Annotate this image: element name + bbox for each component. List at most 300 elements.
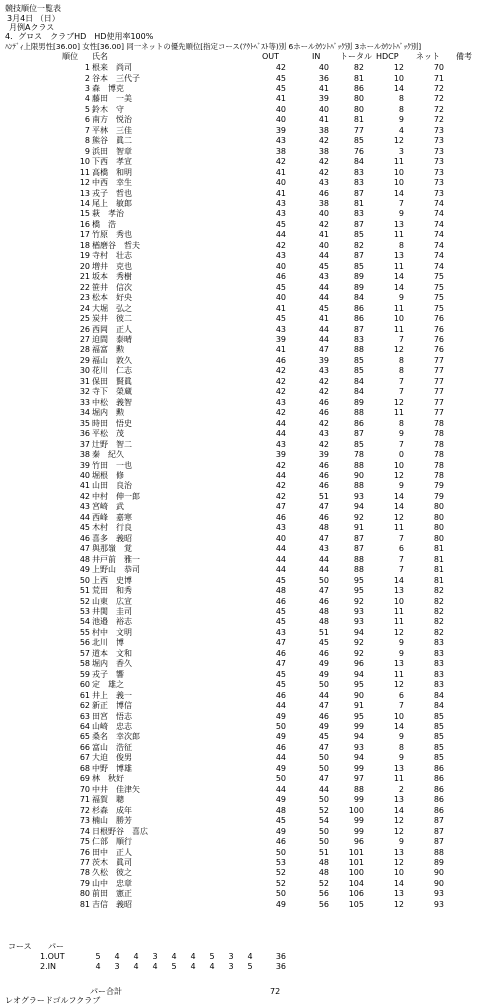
table-row [0, 806, 494, 816]
rank-cell: 76 [79, 847, 90, 857]
handicap-rule: ﾊﾝﾃﾞｨ上限男性[36.00] 女性[36.00] 同一ネットの優先順位[指定コース(ｱｳﾄﾍﾞｽﾄ等)別 6ホールｶｳﾝﾄﾊﾞｯｸ別 3ホールｶｳﾝﾄﾊﾞｯｸ別] [5, 42, 422, 51]
in-score-cell: 46 [318, 188, 329, 198]
rank-cell: 33 [79, 397, 90, 407]
out-score-cell: 50 [275, 722, 286, 731]
net-score-cell: 87 [433, 826, 444, 836]
total-score-cell: 100 [348, 805, 364, 815]
table-row [0, 157, 494, 167]
table-row [0, 868, 494, 878]
rank-cell: 70 [79, 784, 90, 794]
out-score-cell: 42 [275, 63, 286, 72]
rank-cell: 5 [84, 104, 90, 114]
in-score-cell: 44 [318, 554, 329, 564]
table-row [0, 889, 494, 899]
net-score-cell: 72 [433, 104, 444, 114]
name-cell: 森 博克 [92, 83, 124, 93]
name-cell: 堀根 修 [92, 470, 124, 480]
rank-cell: 15 [79, 209, 90, 219]
total-score-cell: 95 [353, 680, 364, 690]
net-score-cell: 78 [433, 418, 444, 428]
table-row [0, 419, 494, 429]
hdcp-cell: 7 [398, 565, 404, 575]
in-score-cell: 42 [318, 376, 329, 386]
table-row [0, 701, 494, 711]
hdcp-cell: 7 [398, 439, 404, 449]
in-score-cell: 42 [318, 219, 329, 229]
total-score-cell: 84 [353, 157, 364, 167]
total-score-cell: 93 [353, 491, 364, 501]
net-score-cell: 83 [433, 638, 444, 648]
in-score-cell: 44 [318, 335, 329, 344]
name-cell: 上西 史博 [92, 575, 132, 585]
table-row [0, 262, 494, 272]
out-score-cell: 45 [275, 680, 286, 690]
hdcp-cell: 14 [393, 282, 404, 292]
in-score-cell: 48 [318, 617, 329, 627]
table-row [0, 293, 494, 303]
net-score-cell: 85 [433, 742, 444, 752]
hdcp-cell: 9 [398, 115, 404, 125]
rank-cell: 35 [79, 418, 90, 428]
total-score-cell: 85 [353, 366, 364, 376]
in-score-cell: 46 [318, 397, 329, 407]
name-cell: 富山 浩征 [92, 742, 132, 752]
total-score-cell: 92 [353, 512, 364, 522]
out-score-cell: 42 [275, 491, 286, 501]
net-score-cell: 79 [433, 491, 444, 501]
rank-cell: 47 [79, 544, 90, 554]
rank-cell: 62 [79, 701, 90, 711]
total-score-cell: 88 [353, 460, 364, 470]
out-score-cell: 41 [275, 345, 286, 355]
in-score-cell: 43 [318, 544, 329, 554]
table-row [0, 879, 494, 889]
table-row [0, 178, 494, 188]
in-score-cell: 41 [318, 115, 329, 125]
par-course-label: 2.IN [40, 962, 56, 971]
out-score-cell: 44 [275, 544, 286, 554]
rank-cell: 20 [79, 261, 90, 271]
out-score-cell: 40 [275, 115, 286, 125]
out-score-cell: 45 [275, 73, 286, 83]
total-score-cell: 84 [353, 293, 364, 303]
net-score-cell: 80 [433, 512, 444, 522]
table-row [0, 147, 494, 157]
hdcp-cell: 11 [393, 669, 404, 679]
in-score-cell: 50 [318, 837, 329, 846]
hdcp-cell: 7 [398, 554, 404, 564]
out-score-cell: 48 [275, 586, 286, 595]
hdcp-cell: 6 [398, 544, 404, 554]
table-row [0, 241, 494, 251]
table-row [0, 230, 494, 240]
out-score-cell: 44 [275, 565, 286, 575]
out-score-cell: 44 [275, 701, 286, 711]
name-cell: 熊谷 眞二 [92, 136, 132, 146]
out-score-cell: 49 [275, 732, 286, 742]
name-cell: 北川 博 [92, 638, 124, 648]
par-hole-value: 3 [152, 952, 158, 961]
net-score-cell: 72 [433, 94, 444, 104]
net-score-cell: 77 [433, 376, 444, 386]
name-cell: 定 雄之 [92, 680, 124, 690]
net-score-cell: 93 [433, 889, 444, 899]
in-score-cell: 48 [318, 606, 329, 616]
hdcp-cell: 12 [393, 470, 404, 480]
total-score-cell: 86 [353, 303, 364, 313]
name-cell: 大堀 弘之 [92, 303, 132, 313]
table-row [0, 785, 494, 795]
table-row [0, 199, 494, 209]
in-score-cell: 38 [318, 199, 329, 208]
rank-cell: 22 [79, 282, 90, 292]
rank-cell: 73 [79, 816, 90, 826]
in-score-cell: 50 [318, 753, 329, 763]
in-score-cell: 42 [318, 439, 329, 449]
rank-cell: 50 [79, 575, 90, 585]
par-hole-value: 4 [133, 952, 139, 961]
par-hole-value: 4 [190, 962, 196, 971]
in-score-cell: 56 [318, 899, 329, 909]
par-hole-value: 4 [95, 962, 101, 971]
out-score-cell: 41 [275, 94, 286, 104]
in-score-cell: 36 [318, 73, 329, 83]
hdcp-cell: 8 [398, 366, 404, 376]
out-score-cell: 39 [275, 125, 286, 135]
net-score-cell: 82 [433, 627, 444, 637]
out-score-cell: 42 [275, 387, 286, 397]
rank-cell: 66 [79, 742, 90, 752]
name-cell: 坂本 秀樹 [92, 272, 132, 282]
par-grand-total: 72 [270, 987, 281, 996]
total-score-cell: 81 [353, 199, 364, 208]
rank-cell: 17 [79, 230, 90, 240]
rank-cell: 31 [79, 376, 90, 386]
table-row [0, 544, 494, 554]
rank-cell: 8 [84, 136, 90, 146]
net-score-cell: 73 [433, 125, 444, 135]
out-score-cell: 44 [275, 554, 286, 564]
hdcp-cell: 9 [398, 837, 404, 846]
name-cell: 中井 佳津矢 [92, 784, 140, 794]
in-score-cell: 40 [318, 240, 329, 250]
total-score-cell: 85 [353, 136, 364, 146]
in-score-cell: 50 [318, 826, 329, 836]
in-score-cell: 44 [318, 565, 329, 575]
total-score-cell: 88 [353, 408, 364, 418]
hdcp-cell: 9 [398, 753, 404, 763]
in-score-cell: 40 [318, 209, 329, 219]
out-score-cell: 44 [275, 753, 286, 763]
out-score-cell: 47 [275, 502, 286, 512]
hdcp-cell: 7 [398, 701, 404, 711]
hdcp-cell: 12 [393, 136, 404, 146]
net-score-cell: 74 [433, 219, 444, 229]
table-row [0, 74, 494, 84]
out-score-cell: 46 [275, 596, 286, 606]
out-score-cell: 47 [275, 638, 286, 648]
in-score-cell: 56 [318, 889, 329, 899]
name-cell: 下西 孝宣 [92, 157, 132, 167]
table-row [0, 617, 494, 627]
rank-cell: 72 [79, 805, 90, 815]
out-score-cell: 41 [275, 167, 286, 177]
name-cell: 荒田 和秀 [92, 586, 132, 595]
out-score-cell: 45 [275, 816, 286, 826]
table-row [0, 900, 494, 910]
name-cell: 宮崎 武 [92, 502, 124, 512]
par-hole-value: 5 [171, 962, 177, 971]
total-score-cell: 78 [353, 450, 364, 459]
rank-cell: 26 [79, 324, 90, 334]
col-hdcp: HDCP [376, 52, 399, 61]
table-row [0, 523, 494, 533]
out-score-cell: 43 [275, 439, 286, 449]
table-row [0, 576, 494, 586]
out-score-cell: 40 [275, 178, 286, 188]
in-score-cell: 46 [318, 512, 329, 522]
in-score-cell: 47 [318, 701, 329, 711]
out-score-cell: 43 [275, 523, 286, 533]
name-cell: 上野山 恭司 [92, 565, 140, 575]
name-cell: 吉信 義昭 [92, 899, 132, 909]
table-row [0, 732, 494, 742]
rank-cell: 60 [79, 680, 90, 690]
hdcp-cell: 8 [398, 240, 404, 250]
in-score-cell: 51 [318, 847, 329, 857]
rank-cell: 54 [79, 617, 90, 627]
table-row [0, 461, 494, 471]
net-score-cell: 82 [433, 606, 444, 616]
name-cell: 堀内 勲 [92, 408, 124, 418]
hdcp-cell: 14 [393, 722, 404, 731]
rank-cell: 39 [79, 460, 90, 470]
table-row [0, 115, 494, 125]
hdcp-cell: 11 [393, 606, 404, 616]
name-cell: 中村 伸一郎 [92, 491, 140, 501]
table-row [0, 513, 494, 523]
out-score-cell: 40 [275, 261, 286, 271]
rank-cell: 75 [79, 837, 90, 846]
net-score-cell: 89 [433, 858, 444, 867]
table-row [0, 638, 494, 648]
out-score-cell: 52 [275, 868, 286, 878]
out-score-cell: 52 [275, 878, 286, 888]
total-score-cell: 84 [353, 387, 364, 397]
name-cell: 茨木 眞司 [92, 858, 132, 867]
net-score-cell: 72 [433, 83, 444, 93]
in-score-cell: 47 [318, 742, 329, 752]
net-score-cell: 77 [433, 366, 444, 376]
net-score-cell: 75 [433, 303, 444, 313]
total-score-cell: 90 [353, 690, 364, 700]
net-score-cell: 85 [433, 753, 444, 763]
total-score-cell: 83 [353, 209, 364, 219]
rank-cell: 64 [79, 722, 90, 731]
in-score-cell: 50 [318, 795, 329, 805]
table-row [0, 481, 494, 491]
col-net: ネット [416, 52, 440, 61]
net-score-cell: 77 [433, 387, 444, 397]
net-score-cell: 76 [433, 324, 444, 334]
out-score-cell: 44 [275, 784, 286, 794]
rank-cell: 51 [79, 586, 90, 595]
rank-cell: 49 [79, 565, 90, 575]
name-cell: 池邉 裕志 [92, 617, 132, 627]
rank-cell: 9 [84, 146, 90, 156]
in-score-cell: 44 [318, 690, 329, 700]
table-row [0, 722, 494, 732]
name-cell: 辻野 智二 [92, 439, 132, 449]
total-score-cell: 87 [353, 429, 364, 439]
net-score-cell: 86 [433, 795, 444, 805]
total-score-cell: 92 [353, 596, 364, 606]
net-score-cell: 74 [433, 240, 444, 250]
in-score-cell: 41 [318, 314, 329, 323]
name-cell: 道本 文和 [92, 648, 132, 658]
out-score-cell: 40 [275, 533, 286, 543]
total-score-cell: 97 [353, 774, 364, 784]
total-score-cell: 81 [353, 115, 364, 125]
total-score-cell: 84 [353, 376, 364, 386]
name-cell: 南方 悦治 [92, 115, 132, 125]
net-score-cell: 87 [433, 816, 444, 826]
table-row [0, 63, 494, 73]
total-score-cell: 82 [353, 240, 364, 250]
total-score-cell: 94 [353, 753, 364, 763]
hdcp-cell: 13 [393, 586, 404, 595]
table-row [0, 251, 494, 261]
net-score-cell: 90 [433, 878, 444, 888]
out-score-cell: 45 [275, 575, 286, 585]
in-score-cell: 42 [318, 167, 329, 177]
in-score-cell: 47 [318, 502, 329, 512]
rank-cell: 7 [84, 125, 90, 135]
name-cell: 仁部 順行 [92, 837, 132, 846]
table-row [0, 534, 494, 544]
total-score-cell: 89 [353, 397, 364, 407]
in-score-cell: 49 [318, 722, 329, 731]
in-score-cell: 48 [318, 858, 329, 867]
name-cell: 中西 幸生 [92, 178, 132, 188]
table-row [0, 450, 494, 460]
total-score-cell: 86 [353, 83, 364, 93]
total-score-cell: 94 [353, 732, 364, 742]
total-score-cell: 85 [353, 261, 364, 271]
net-score-cell: 83 [433, 680, 444, 690]
net-score-cell: 73 [433, 167, 444, 177]
hdcp-cell: 9 [398, 638, 404, 648]
rank-cell: 11 [79, 167, 90, 177]
rank-cell: 52 [79, 596, 90, 606]
out-score-cell: 46 [275, 272, 286, 282]
rank-cell: 71 [79, 795, 90, 805]
name-cell: 中松 義智 [92, 397, 132, 407]
in-score-cell: 40 [318, 104, 329, 114]
par-hole-value: 5 [247, 962, 253, 971]
hdcp-cell: 13 [393, 795, 404, 805]
total-score-cell: 100 [348, 868, 364, 878]
table-row [0, 743, 494, 753]
name-cell: 福山 敦久 [92, 355, 132, 365]
out-score-cell: 46 [275, 512, 286, 522]
rank-cell: 3 [84, 83, 90, 93]
table-row [0, 94, 494, 104]
name-cell: 増井 克也 [92, 261, 132, 271]
report-title: 競技順位一覧表 [5, 4, 61, 13]
rank-cell: 58 [79, 659, 90, 669]
in-score-cell: 39 [318, 94, 329, 104]
table-row [0, 795, 494, 805]
col-rank: 順位 [62, 52, 78, 61]
rank-cell: 63 [79, 711, 90, 721]
name-cell: 時田 悟史 [92, 418, 132, 428]
name-cell: 中野 博雄 [92, 763, 132, 773]
name-cell: 浜田 智章 [92, 146, 132, 156]
name-cell: 田宮 悟志 [92, 711, 132, 721]
in-score-cell: 49 [318, 669, 329, 679]
total-score-cell: 88 [353, 565, 364, 575]
hdcp-cell: 11 [393, 408, 404, 418]
total-score-cell: 91 [353, 523, 364, 533]
net-score-cell: 82 [433, 586, 444, 595]
hdcp-cell: 7 [398, 533, 404, 543]
rank-cell: 36 [79, 429, 90, 439]
par-course-row [0, 962, 494, 972]
total-score-cell: 76 [353, 146, 364, 156]
in-score-cell: 42 [318, 387, 329, 397]
table-row [0, 272, 494, 282]
hdcp-cell: 7 [398, 199, 404, 208]
net-score-cell: 76 [433, 314, 444, 323]
in-score-cell: 44 [318, 293, 329, 303]
out-score-cell: 49 [275, 899, 286, 909]
rank-cell: 41 [79, 481, 90, 491]
hdcp-cell: 10 [393, 178, 404, 188]
out-score-cell: 53 [275, 858, 286, 867]
total-score-cell: 99 [353, 826, 364, 836]
table-row [0, 408, 494, 418]
par-total-label: パー合計 [90, 987, 122, 996]
hdcp-cell: 9 [398, 481, 404, 491]
par-hole-value: 4 [133, 962, 139, 971]
table-row [0, 105, 494, 115]
hdcp-cell: 11 [393, 324, 404, 334]
rank-cell: 61 [79, 690, 90, 700]
net-score-cell: 78 [433, 450, 444, 459]
total-score-cell: 83 [353, 178, 364, 188]
par-hole-value: 4 [114, 952, 120, 961]
out-score-cell: 46 [275, 837, 286, 846]
in-score-cell: 54 [318, 816, 329, 826]
name-cell: 戎子 響 [92, 669, 124, 679]
total-score-cell: 85 [353, 439, 364, 449]
hdcp-cell: 10 [393, 711, 404, 721]
total-score-cell: 85 [353, 230, 364, 240]
in-score-cell: 44 [318, 251, 329, 261]
total-score-cell: 92 [353, 648, 364, 658]
hdcp-cell: 3 [398, 146, 404, 156]
out-score-cell: 42 [275, 460, 286, 470]
out-score-cell: 43 [275, 251, 286, 261]
in-score-cell: 46 [318, 596, 329, 606]
name-cell: 山崎 忠志 [92, 722, 132, 731]
rank-cell: 81 [79, 899, 90, 909]
hdcp-cell: 11 [393, 523, 404, 533]
in-score-cell: 46 [318, 460, 329, 470]
total-score-cell: 99 [353, 763, 364, 773]
hdcp-cell: 11 [393, 261, 404, 271]
